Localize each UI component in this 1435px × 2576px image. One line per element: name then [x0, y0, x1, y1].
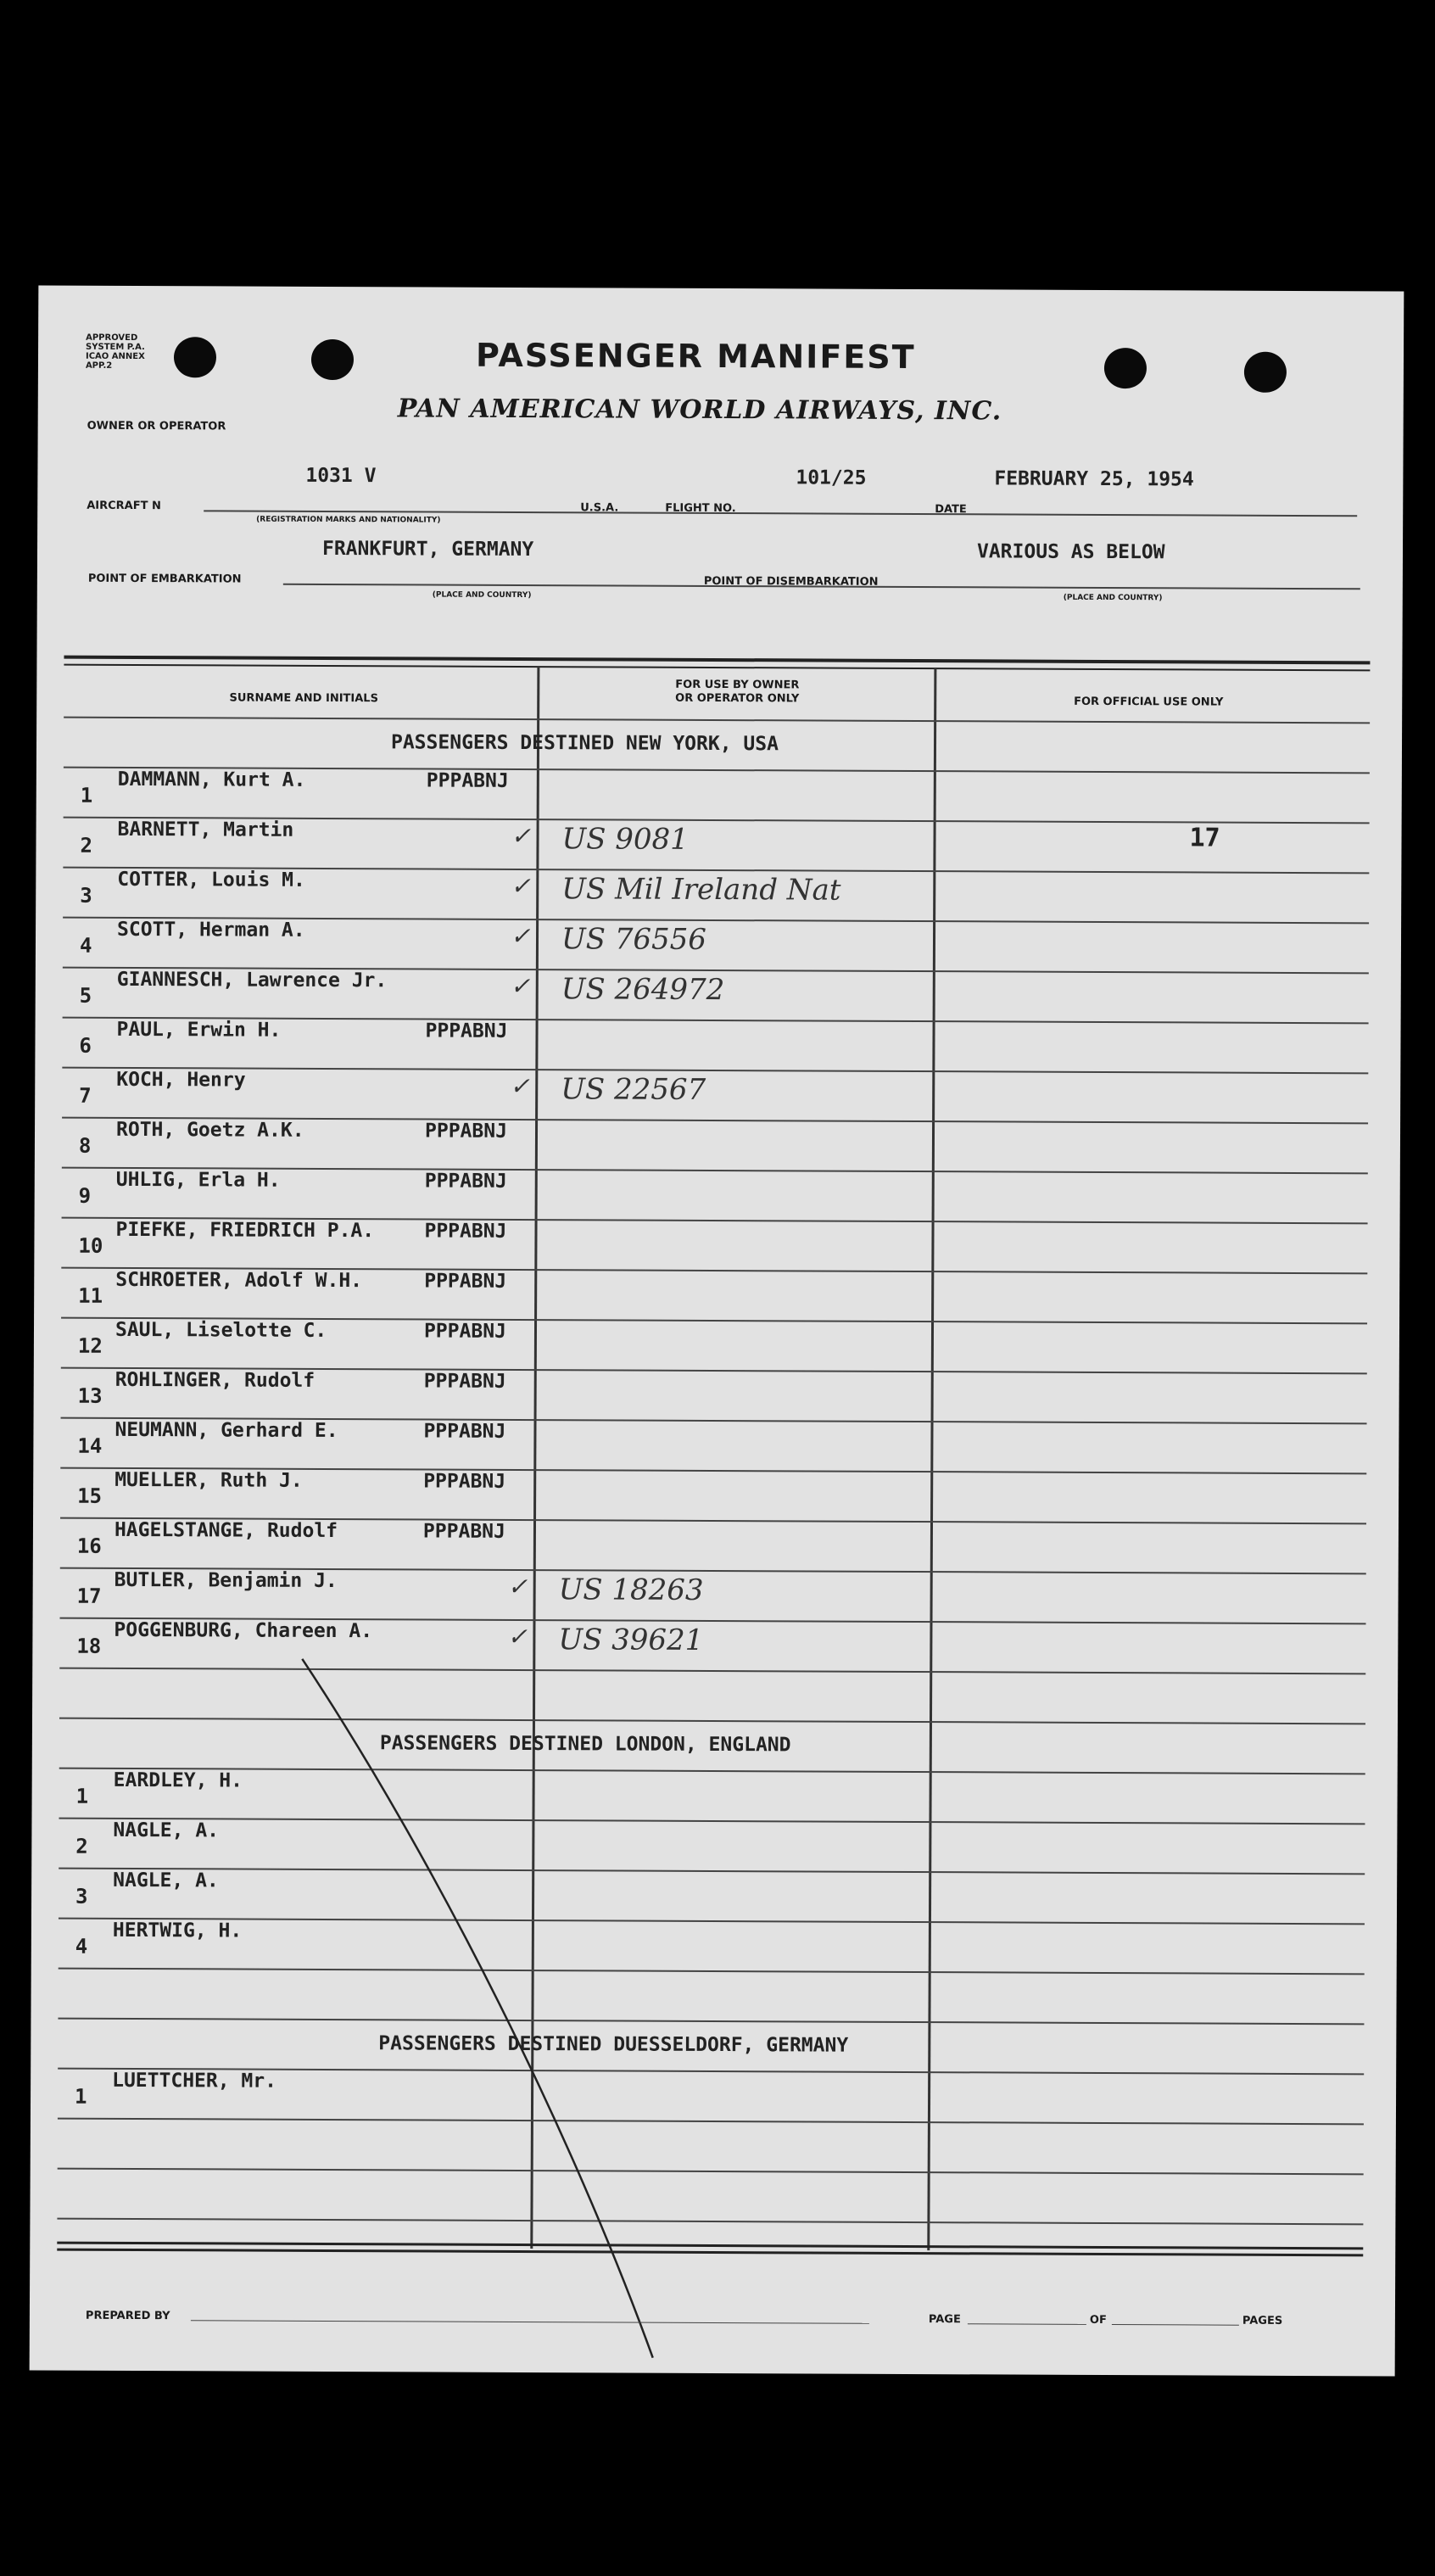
passport-code: PPPABNJ: [424, 1270, 507, 1293]
row-number: 14: [77, 1433, 103, 1458]
official-value: 17: [1189, 823, 1220, 853]
row-number: 7: [79, 1083, 92, 1108]
passport-code: PPPABNJ: [425, 1020, 508, 1042]
handwritten-note: US 264972: [561, 972, 725, 1008]
passenger-name: MUELLER, Ruth J.: [114, 1468, 303, 1492]
column-owner-use-1: FOR USE BY OWNER: [675, 678, 800, 692]
approval-stamp: APPROVED SYSTEM P.A. ICAO ANNEX APP.2: [85, 332, 145, 371]
row-number: 9: [78, 1183, 92, 1208]
passenger-name: BARNETT, Martin: [117, 818, 294, 841]
passenger-name: DAMMANN, Kurt A.: [117, 768, 306, 791]
country-label: U.S.A.: [580, 501, 619, 515]
row-number: 12: [77, 1333, 103, 1358]
disembarkation-label: POINT OF DISEMBARKATION: [703, 574, 879, 589]
date-label: DATE: [935, 503, 967, 517]
passport-code: PPPABNJ: [422, 1520, 505, 1543]
passenger-name: PAUL, Erwin H.: [116, 1018, 282, 1042]
passenger-name: EARDLEY, H.: [113, 1769, 243, 1792]
passenger-name: ROHLINGER, Rudolf: [114, 1368, 315, 1392]
row-number: 1: [75, 1784, 89, 1808]
passenger-name: NAGLE, A.: [113, 1869, 219, 1892]
page-title: PASSENGER MANIFEST: [475, 336, 916, 377]
check-mark-icon: ✓: [507, 1622, 528, 1651]
passenger-name: KOCH, Henry: [116, 1068, 246, 1092]
row-number: 4: [79, 933, 92, 958]
row-number: 13: [77, 1383, 103, 1408]
passenger-name: NAGLE, A.: [113, 1819, 220, 1842]
flight-value: 101/25: [796, 467, 867, 489]
row-number: 6: [79, 1033, 92, 1058]
row-number: 17: [76, 1584, 102, 1608]
handwritten-note: US Mil Ireland Nat: [561, 872, 841, 908]
page-label: PAGE: [928, 2313, 961, 2327]
column-owner-use-2: OR OPERATOR ONLY: [675, 691, 800, 706]
handwritten-note: US 18263: [558, 1573, 704, 1607]
aircraft-value: 1031 V: [305, 464, 377, 488]
passport-code: PPPABNJ: [423, 1370, 506, 1393]
passport-code: PPPABNJ: [424, 1120, 508, 1143]
passport-code: PPPABNJ: [423, 1470, 506, 1493]
row-number: 11: [78, 1283, 103, 1308]
handwritten-note: US 22567: [561, 1072, 706, 1107]
column-surname: SURNAME AND INITIALS: [229, 691, 378, 706]
check-mark-icon: ✓: [511, 821, 532, 851]
passenger-name: UHLIG, Erla H.: [115, 1168, 281, 1192]
passport-code: PPPABNJ: [423, 1420, 506, 1443]
passenger-name: HAGELSTANGE, Rudolf: [114, 1518, 338, 1543]
passenger-name: NEUMANN, Gerhard E.: [114, 1418, 338, 1443]
passenger-name: PIEFKE, FRIEDRICH P.A.: [115, 1218, 375, 1243]
passport-code: PPPABNJ: [424, 1170, 507, 1193]
registration-note: (REGISTRATION MARKS AND NATIONALITY): [256, 515, 441, 525]
section-heading: PASSENGERS DESTINED LONDON, ENGLAND: [379, 1732, 791, 1757]
row-number: 10: [78, 1233, 103, 1258]
section-heading: PASSENGERS DESTINED NEW YORK, USA: [390, 731, 779, 756]
check-mark-icon: ✓: [510, 971, 531, 1001]
passenger-name: COTTER, Louis M.: [117, 868, 305, 891]
disembarkation-value: VARIOUS AS BELOW: [976, 540, 1165, 564]
row-number: 2: [75, 1834, 88, 1858]
column-official: FOR OFFICIAL USE ONLY: [1074, 695, 1224, 709]
passenger-name: ROTH, Goetz A.K.: [115, 1118, 304, 1142]
row-number: 3: [75, 1884, 88, 1908]
row-number: 1: [80, 783, 93, 807]
passport-code: PPPABNJ: [426, 769, 509, 792]
passenger-name: HERTWIG, H.: [112, 1919, 243, 1942]
row-number: 4: [75, 1934, 88, 1959]
row-number: 2: [80, 833, 93, 858]
flight-label: FLIGHT NO.: [665, 501, 736, 516]
pen-stroke: [30, 285, 1404, 2376]
check-mark-icon: ✓: [510, 921, 531, 951]
embarkation-label: POINT OF EMBARKATION: [87, 572, 242, 586]
passenger-name: SCHROETER, Adolf W.H.: [115, 1268, 363, 1293]
airline-name: PAN AMERICAN WORLD AIRWAYS, INC.: [397, 394, 1002, 427]
of-label: OF: [1089, 2313, 1107, 2327]
owner-label: OWNER OR OPERATOR: [87, 419, 226, 433]
place-note-1: (PLACE AND COUNTRY): [432, 590, 532, 601]
prepared-by-label: PREPARED BY: [85, 2309, 170, 2323]
manifest-sheet: [30, 285, 1404, 2376]
passenger-name: LUETTCHER, Mr.: [112, 2069, 277, 2093]
handwritten-note: US 39621: [558, 1623, 704, 1657]
passenger-name: GIANNESCH, Lawrence Jr.: [116, 968, 388, 992]
row-number: 15: [77, 1484, 103, 1508]
pages-label: PAGES: [1242, 2314, 1283, 2327]
handwritten-note: US 9081: [561, 822, 689, 857]
row-number: 16: [76, 1534, 102, 1558]
passport-code: PPPABNJ: [423, 1320, 506, 1343]
section-heading: PASSENGERS DESTINED DUESSELDORF, GERMANY: [378, 2032, 849, 2057]
passport-code: PPPABNJ: [424, 1220, 507, 1243]
embarkation-value: FRANKFURT, GERMANY: [321, 537, 534, 562]
passenger-name: POGGENBURG, Chareen A.: [114, 1618, 373, 1643]
place-note-2: (PLACE AND COUNTRY): [1063, 593, 1163, 603]
row-number: 8: [78, 1133, 92, 1158]
aircraft-label: AIRCRAFT N: [87, 499, 161, 513]
check-mark-icon: ✓: [507, 1572, 528, 1601]
check-mark-icon: ✓: [511, 871, 531, 901]
row-number: 1: [74, 2084, 87, 2109]
passenger-name: SAUL, Liselotte C.: [114, 1318, 327, 1342]
row-number: 18: [76, 1634, 102, 1658]
date-value: FEBRUARY 25, 1954: [994, 467, 1194, 491]
check-mark-icon: ✓: [510, 1071, 530, 1101]
handwritten-note: US 76556: [561, 922, 707, 957]
passenger-name: SCOTT, Herman A.: [117, 918, 305, 942]
row-number: 5: [79, 983, 92, 1008]
row-number: 3: [80, 883, 92, 908]
passenger-name: BUTLER, Benjamin J.: [114, 1568, 338, 1593]
